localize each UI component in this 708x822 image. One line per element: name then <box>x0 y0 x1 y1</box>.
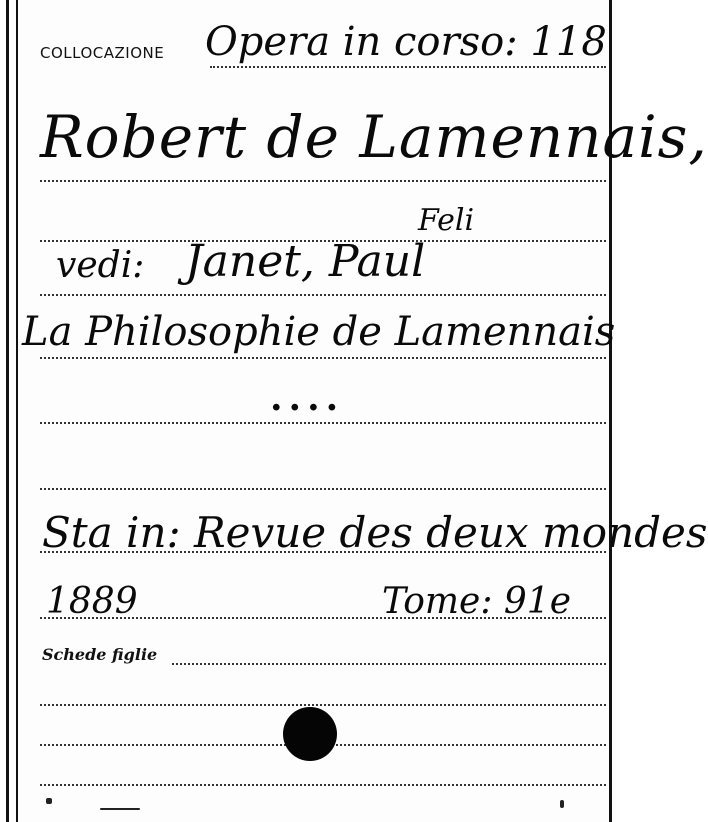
ruled-line <box>40 180 606 182</box>
scan-speck <box>100 808 140 810</box>
schede-figlie-label: Schede figlie <box>42 645 158 664</box>
ruled-line <box>40 422 606 424</box>
collocazione-label: COLLOCAZIONE <box>40 44 165 62</box>
see-also-author: Janet, Paul <box>185 236 426 287</box>
punch-hole <box>283 707 337 761</box>
card-left-border <box>6 0 9 822</box>
work-title: La Philosophie de Lamennais <box>22 309 616 355</box>
ruled-line <box>40 357 606 359</box>
ellipsis-marks: .... <box>270 377 345 419</box>
ruled-line <box>40 704 606 706</box>
tome-number: Tome: 91e <box>382 581 572 622</box>
scan-speck <box>560 800 564 808</box>
ruled-line <box>172 663 606 665</box>
source-journal: Sta in: Revue des deux mondes <box>42 508 708 557</box>
publication-year: 1889 <box>46 581 138 622</box>
ruled-line <box>40 488 606 490</box>
collocazione-value: Opera in corso: 118 <box>205 19 607 65</box>
ruled-line <box>40 294 606 296</box>
scan-speck <box>46 798 52 804</box>
vedi-label: vedi: <box>56 245 145 286</box>
ruled-line <box>40 784 606 786</box>
author-firstname: Feli <box>418 203 475 238</box>
card-left-inner-border <box>16 0 18 822</box>
ruled-line <box>210 66 606 68</box>
author-name: Robert de Lamennais, <box>40 103 708 171</box>
